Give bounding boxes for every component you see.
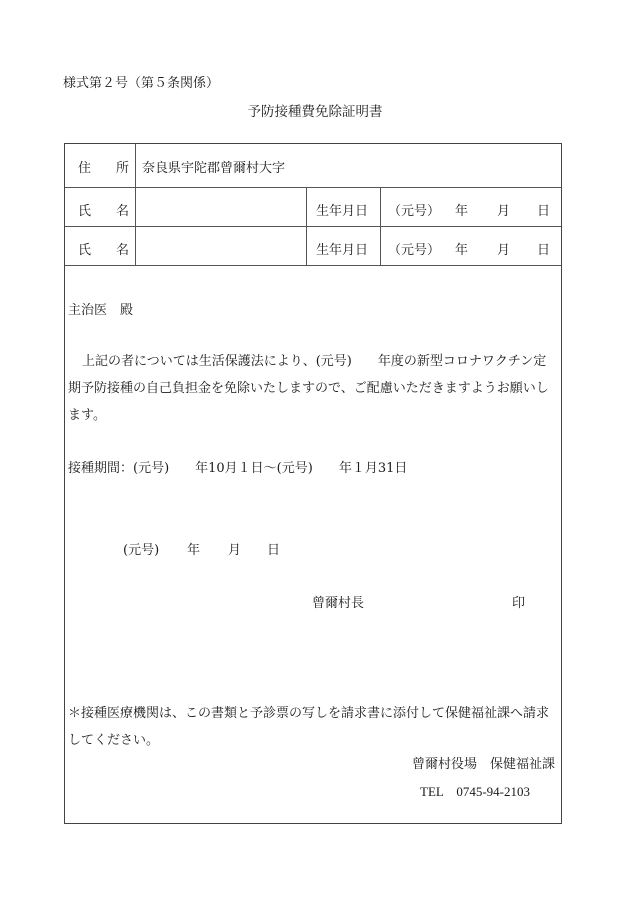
certificate-frame — [64, 143, 562, 824]
office-phone: TEL 0745-94-2103 — [420, 784, 530, 799]
vaccination-period: 接種期間：(元号) 年10月１日～(元号) 年１月31日 — [68, 461, 408, 476]
birth-label-divider-left — [306, 187, 307, 265]
birthdate-month: 月 — [497, 204, 511, 219]
issue-date-day: 日 — [267, 543, 281, 558]
birthdate-year: 年 — [455, 204, 469, 219]
row-divider-1 — [65, 187, 561, 188]
addressee: 主治医 殿 — [68, 303, 134, 318]
birthdate-label: 生年月日 — [316, 243, 369, 258]
birth-label-divider-right — [380, 187, 381, 265]
name-label-char-2: 名 — [116, 243, 130, 258]
name-label-char-1: 氏 — [78, 204, 92, 219]
birthdate-era: （元号） — [388, 243, 441, 258]
address-label-char-2: 所 — [116, 161, 130, 176]
birthdate-year: 年 — [455, 243, 469, 258]
name-label-char-1: 氏 — [78, 243, 92, 258]
seal-mark: 印 — [512, 596, 526, 611]
note-line-1: ＊接種医療機関は、この書類と予診票の写しを請求書に添付して保健福祉課へ請求 — [68, 706, 550, 721]
form-number: 様式第２号（第５条関係） — [63, 76, 220, 91]
office-name: 曾爾村役場 保健福祉課 — [412, 757, 556, 772]
birthdate-day: 日 — [537, 204, 551, 219]
paragraph-line-1: 上記の者については生活保護法により、(元号) 年度の新型コロナワクチン定 — [82, 354, 547, 369]
issuer-title: 曾爾村長 — [312, 596, 365, 611]
address-value: 奈良県宇陀郡曾爾村大字 — [142, 161, 286, 176]
birthdate-month: 月 — [497, 243, 511, 258]
issue-date-month: 月 — [228, 543, 242, 558]
issue-date-year: 年 — [187, 543, 201, 558]
address-label-char-1: 住 — [78, 161, 92, 176]
row-divider-3 — [65, 265, 561, 266]
name-label-char-2: 名 — [116, 204, 130, 219]
issue-date-era: (元号) — [123, 543, 160, 558]
paragraph-line-3: ます。 — [68, 408, 106, 423]
label-column-divider — [135, 144, 136, 265]
row-divider-2 — [65, 226, 561, 227]
paragraph-line-2: 期予防接種の自己負担金を免除いたしますので、ご配慮いただきますようお願いし — [68, 381, 549, 396]
birthdate-label: 生年月日 — [316, 204, 369, 219]
birthdate-era: （元号） — [388, 204, 441, 219]
document-title: 予防接種費免除証明書 — [247, 104, 383, 120]
note-line-2: してください。 — [68, 733, 160, 748]
birthdate-day: 日 — [537, 243, 551, 258]
